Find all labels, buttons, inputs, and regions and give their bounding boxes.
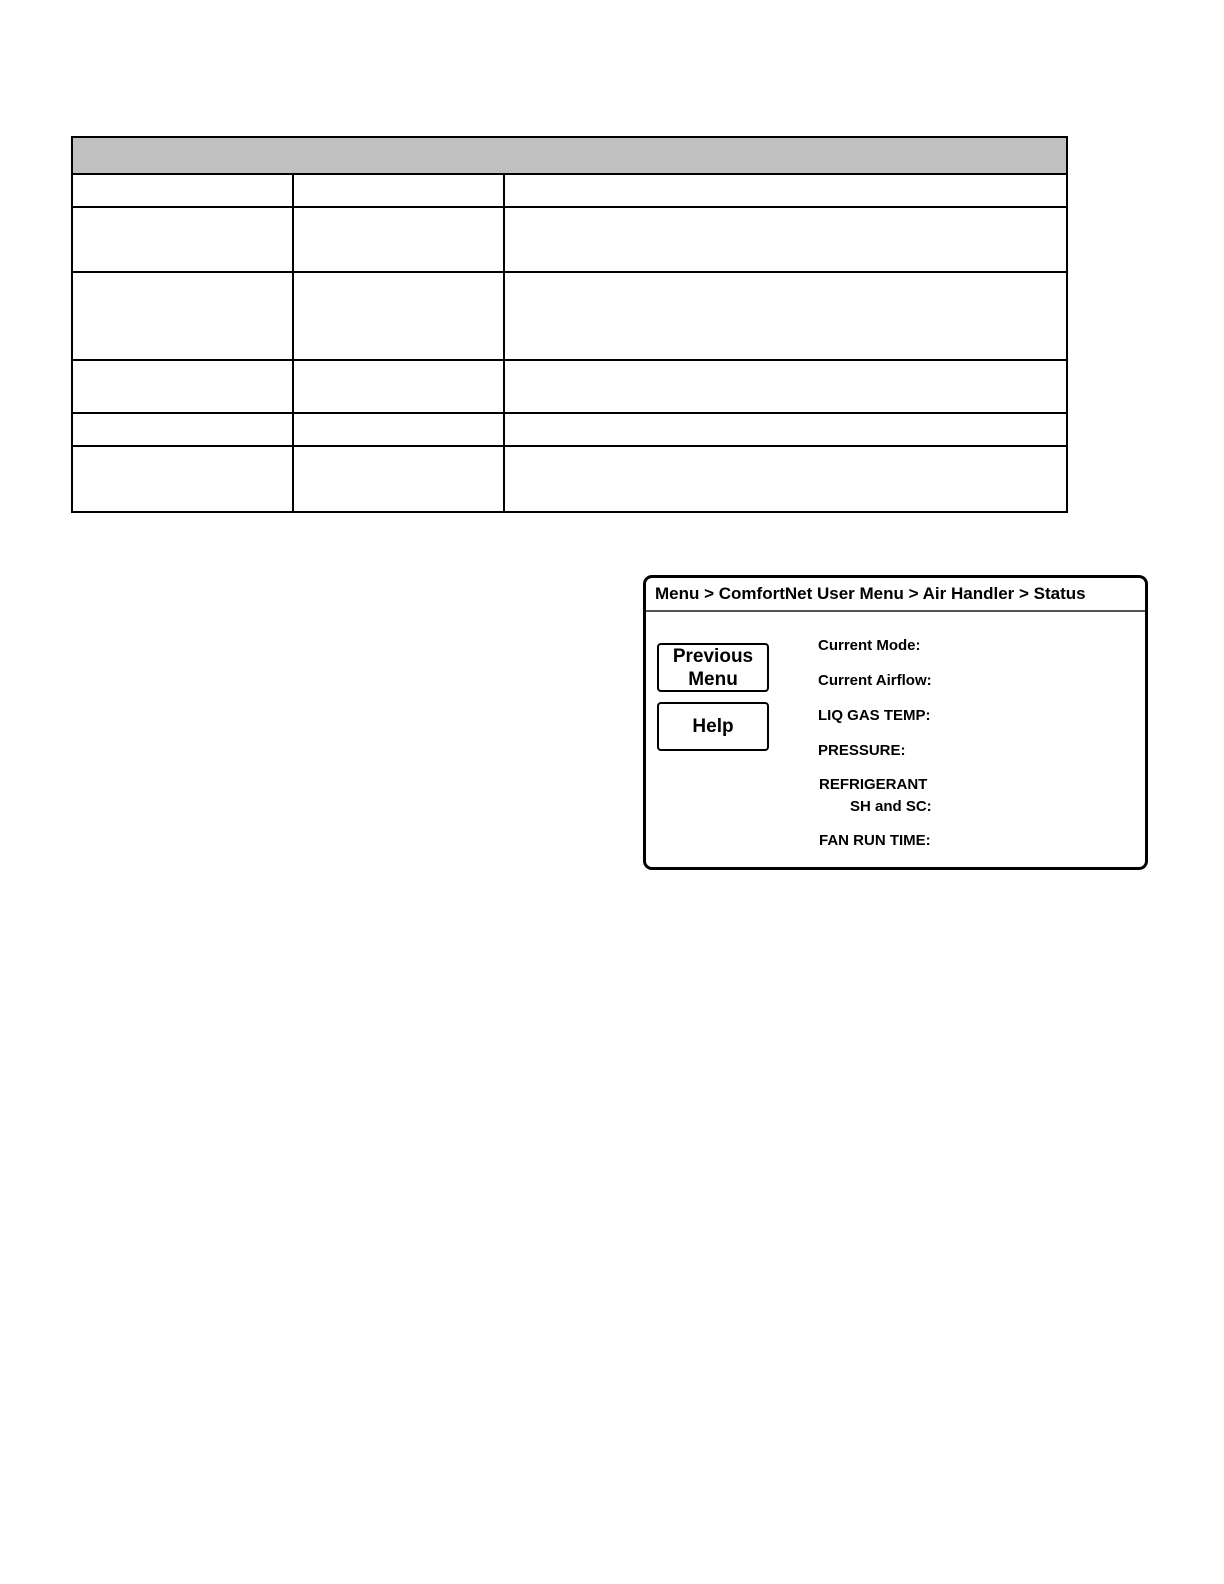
help-button[interactable]: Help xyxy=(657,702,769,751)
previous-menu-button[interactable] xyxy=(657,643,769,692)
status-screen xyxy=(643,575,1148,870)
table-cell xyxy=(293,413,504,446)
previous-menu-label-line2: Menu xyxy=(688,669,738,690)
liq-gas-temp-label: LIQ GAS TEMP: xyxy=(818,707,931,724)
table-cell xyxy=(72,174,293,207)
table-header-row xyxy=(72,137,1067,174)
breadcrumb-bar xyxy=(646,578,1145,612)
table-row xyxy=(72,360,1067,413)
table-cell xyxy=(72,413,293,446)
table-cell xyxy=(293,272,504,360)
table-cell xyxy=(504,174,1067,207)
table-row xyxy=(72,207,1067,272)
previous-menu-label-line1: Previous xyxy=(672,646,754,667)
table-row xyxy=(72,174,1067,207)
table-row xyxy=(72,446,1067,512)
table-row xyxy=(72,413,1067,446)
table-cell xyxy=(72,272,293,360)
table-cell xyxy=(72,446,293,512)
table-cell xyxy=(72,360,293,413)
status-table xyxy=(71,136,1068,513)
sh-and-sc-label: SH and SC: xyxy=(850,798,932,815)
table-cell xyxy=(504,207,1067,272)
table-cell xyxy=(504,446,1067,512)
refrigerant-label: REFRIGERANT xyxy=(819,776,928,793)
table-cell xyxy=(293,207,504,272)
table-row xyxy=(72,272,1067,360)
breadcrumb: Menu > ComfortNet User Menu > Air Handler > Status xyxy=(655,584,1086,603)
table-cell xyxy=(293,360,504,413)
table-cell xyxy=(504,272,1067,360)
current-airflow-label: Current Airflow: xyxy=(818,672,932,689)
table-header-cell xyxy=(72,137,1067,174)
table-cell xyxy=(504,413,1067,446)
table-cell xyxy=(293,174,504,207)
table-cell xyxy=(72,207,293,272)
fan-run-time-label: FAN RUN TIME: xyxy=(819,832,931,849)
pressure-label: PRESSURE: xyxy=(818,742,906,759)
current-mode-label: Current Mode: xyxy=(818,637,921,654)
table-cell xyxy=(293,446,504,512)
table-cell xyxy=(504,360,1067,413)
